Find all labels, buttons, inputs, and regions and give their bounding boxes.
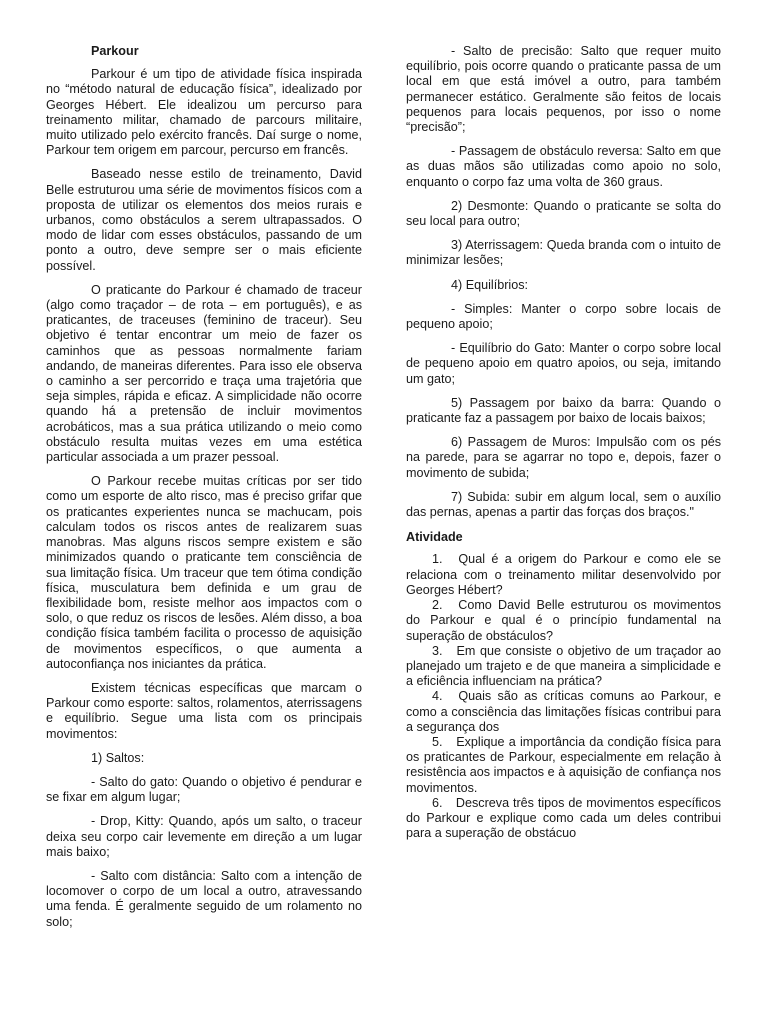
question-text: Em que consiste o objetivo de um traçador ao planejado um trajeto e de que maneira a simplicidade e a eficiência influenciam na prática? (406, 643, 721, 689)
list-item-passagem-barra: 5) Passagem por baixo da barra: Quando o praticante faz a passagem por baixo de locais baixos; (406, 395, 721, 426)
list-item-subida: 7) Subida: subir em algum local, sem o auxílio das pernas, apenas a partir das forças dos braços." (406, 489, 721, 520)
question-number: 2. (432, 598, 443, 613)
question-item (406, 552, 721, 598)
activity-questions (406, 552, 721, 841)
left-column (46, 44, 362, 939)
paragraph-origin: Parkour é um tipo de atividade física inspirada no “método natural de educação física”, idealizado por Georges Hébert. Ele idealizou um percurso para treinamento militar, chamado de parcours militaire, muito utilizado pelo exército francês. Daí surge o nome, Parkour tem origem em parcour, percurso em francês. (46, 67, 362, 158)
paragraph-criticism: O Parkour recebe muitas críticas por ser tido como um esporte de alto risco, mas é preciso grifar que os praticantes experientes nunca se machucam, pois calculam todos os riscos antes de realizarem suas manobras. Mas alguns riscos sempre existem e são minimizados quando o praticante tem consciência de sua limitação física. Um traceur que tem ótima condição física, musculatura bem definida e um grau de flexibilidade bom, resiste melhor aos impactos com o solo, o que reduz os riscos de lesões. Além disso, a boa condição física também facilita o processo de aquisição de movimentos específicos, o que aumenta a autoconfiança nos iniciantes da prática. (46, 474, 362, 671)
list-item-desmonte: 2) Desmonte: Quando o praticante se solta do seu local para outro; (406, 198, 721, 229)
list-item-aterrissagem: 3) Aterrissagem: Queda branda com o intuito de minimizar lesões; (406, 238, 721, 268)
question-text: Como David Belle estruturou os movimentos do Parkour e qual é o princípio fundamental na superação de obstáculos? (406, 598, 721, 643)
list-item-drop-kitty: - Drop, Kitty: Quando, após um salto, o traceur deixa seu corpo cair levemente em direção a um lugar mais baixo; (46, 814, 362, 859)
paragraph-traceur: O praticante do Parkour é chamado de traceur (algo como traçador – de rota – em português), e as praticantes, de traceuses (feminino de traceur). Seu objetivo é tentar encontrar um meio de fazer os caminhos que as pessoas normalmente fariam andando, de maneiras diferentes. Para isso ele observa o caminho a ser percorrido e traça uma trajetória que seja simples, rápida e eficaz. A simplicidade não ocorre quando há a pretensão de incluir movimentos acrobáticos, mas a sua prática utilizando o meio como obstáculo resulta muitas vezes em uma estética particular associada a um prazer pessoal. (46, 282, 362, 465)
question-item (406, 735, 721, 796)
paragraph-techniques: Existem técnicas específicas que marcam o Parkour como esporte: saltos, rolamentos, aterrissagens e equilíbrio. Segue uma lista com os principais movimentos: (46, 680, 362, 741)
list-item-salto-gato: - Salto do gato: Quando o objetivo é pendurar e se fixar em algum lugar; (46, 774, 362, 805)
question-item (406, 689, 721, 735)
question-number: 1. (432, 552, 443, 567)
activity-heading: Atividade (406, 530, 463, 545)
question-number: 4. (432, 689, 443, 704)
list-item-simples: - Simples: Manter o corpo sobre locais de pequeno apoio; (406, 301, 721, 332)
question-number: 3. (432, 643, 443, 658)
list-item-salto-distancia: - Salto com distância: Salto com a intenção de locomover o corpo de um local a outro, atravessando uma fenda. É geralmente seguido de um rolamento no solo; (46, 868, 362, 929)
right-column (406, 44, 721, 841)
question-item (406, 796, 721, 842)
paragraph-david-belle: Baseado nesse estilo de treinamento, David Belle estruturou uma série de movimentos físicos com a proposta de utilizar os elementos dos meios rurais e urbanos, como obstáculos a serem ultrapassados. O modo de lidar com esses obstáculos, passando de um ponto a outro, deve sempre ser o mais eficiente possível. (46, 167, 362, 273)
question-number: 6. (432, 795, 443, 810)
list-item-salto-precisao: - Salto de precisão: Salto que requer muito equilíbrio, pois ocorre quando o praticante passa de um local em que está imóvel a outro, para também permanecer estático. Geralmente são feitos de locais pequenos para locais pequenos, por isso o nome “precisão”; (406, 44, 721, 135)
list-item-equilibrio-gato: - Equilíbrio do Gato: Manter o corpo sobre local de pequeno apoio em quatro apoios, ou seja, imitando um gato; (406, 341, 721, 386)
question-text: Descreva três tipos de movimentos específicos do Parkour e explique como cada um deles contribui para a superação de obstácuo (406, 795, 721, 841)
list-heading-equilibrios: 4) Equilíbrios: (451, 277, 528, 292)
question-item (406, 598, 721, 644)
question-text: Explique a importância da condição física para os praticantes de Parkour, especialmente em relação à resistência aos impactos e à aquisição de confiança nos movimentos. (406, 734, 721, 795)
list-item-passagem-reversa: - Passagem de obstáculo reversa: Salto em que as duas mãos são utilizadas como apoio no solo, enquanto o corpo faz uma volta de 360 graus. (406, 144, 721, 189)
question-item (406, 644, 721, 690)
question-text: Qual é a origem do Parkour e como ele se relaciona com o treinamento militar desenvolvido por Georges Hébert? (406, 552, 721, 597)
list-item-passagem-muros: 6) Passagem de Muros: Impulsão com os pés na parede, para se agarrar no topo e, depois, fazer o movimento de subida; (406, 435, 721, 480)
list-heading-saltos: 1) Saltos: (91, 750, 145, 765)
question-number: 5. (432, 734, 443, 749)
question-text: Quais são as críticas comuns ao Parkour, e como a consciência das limitações físicas contribui para a segurança dos (406, 689, 722, 734)
document-title: Parkour (91, 44, 139, 58)
